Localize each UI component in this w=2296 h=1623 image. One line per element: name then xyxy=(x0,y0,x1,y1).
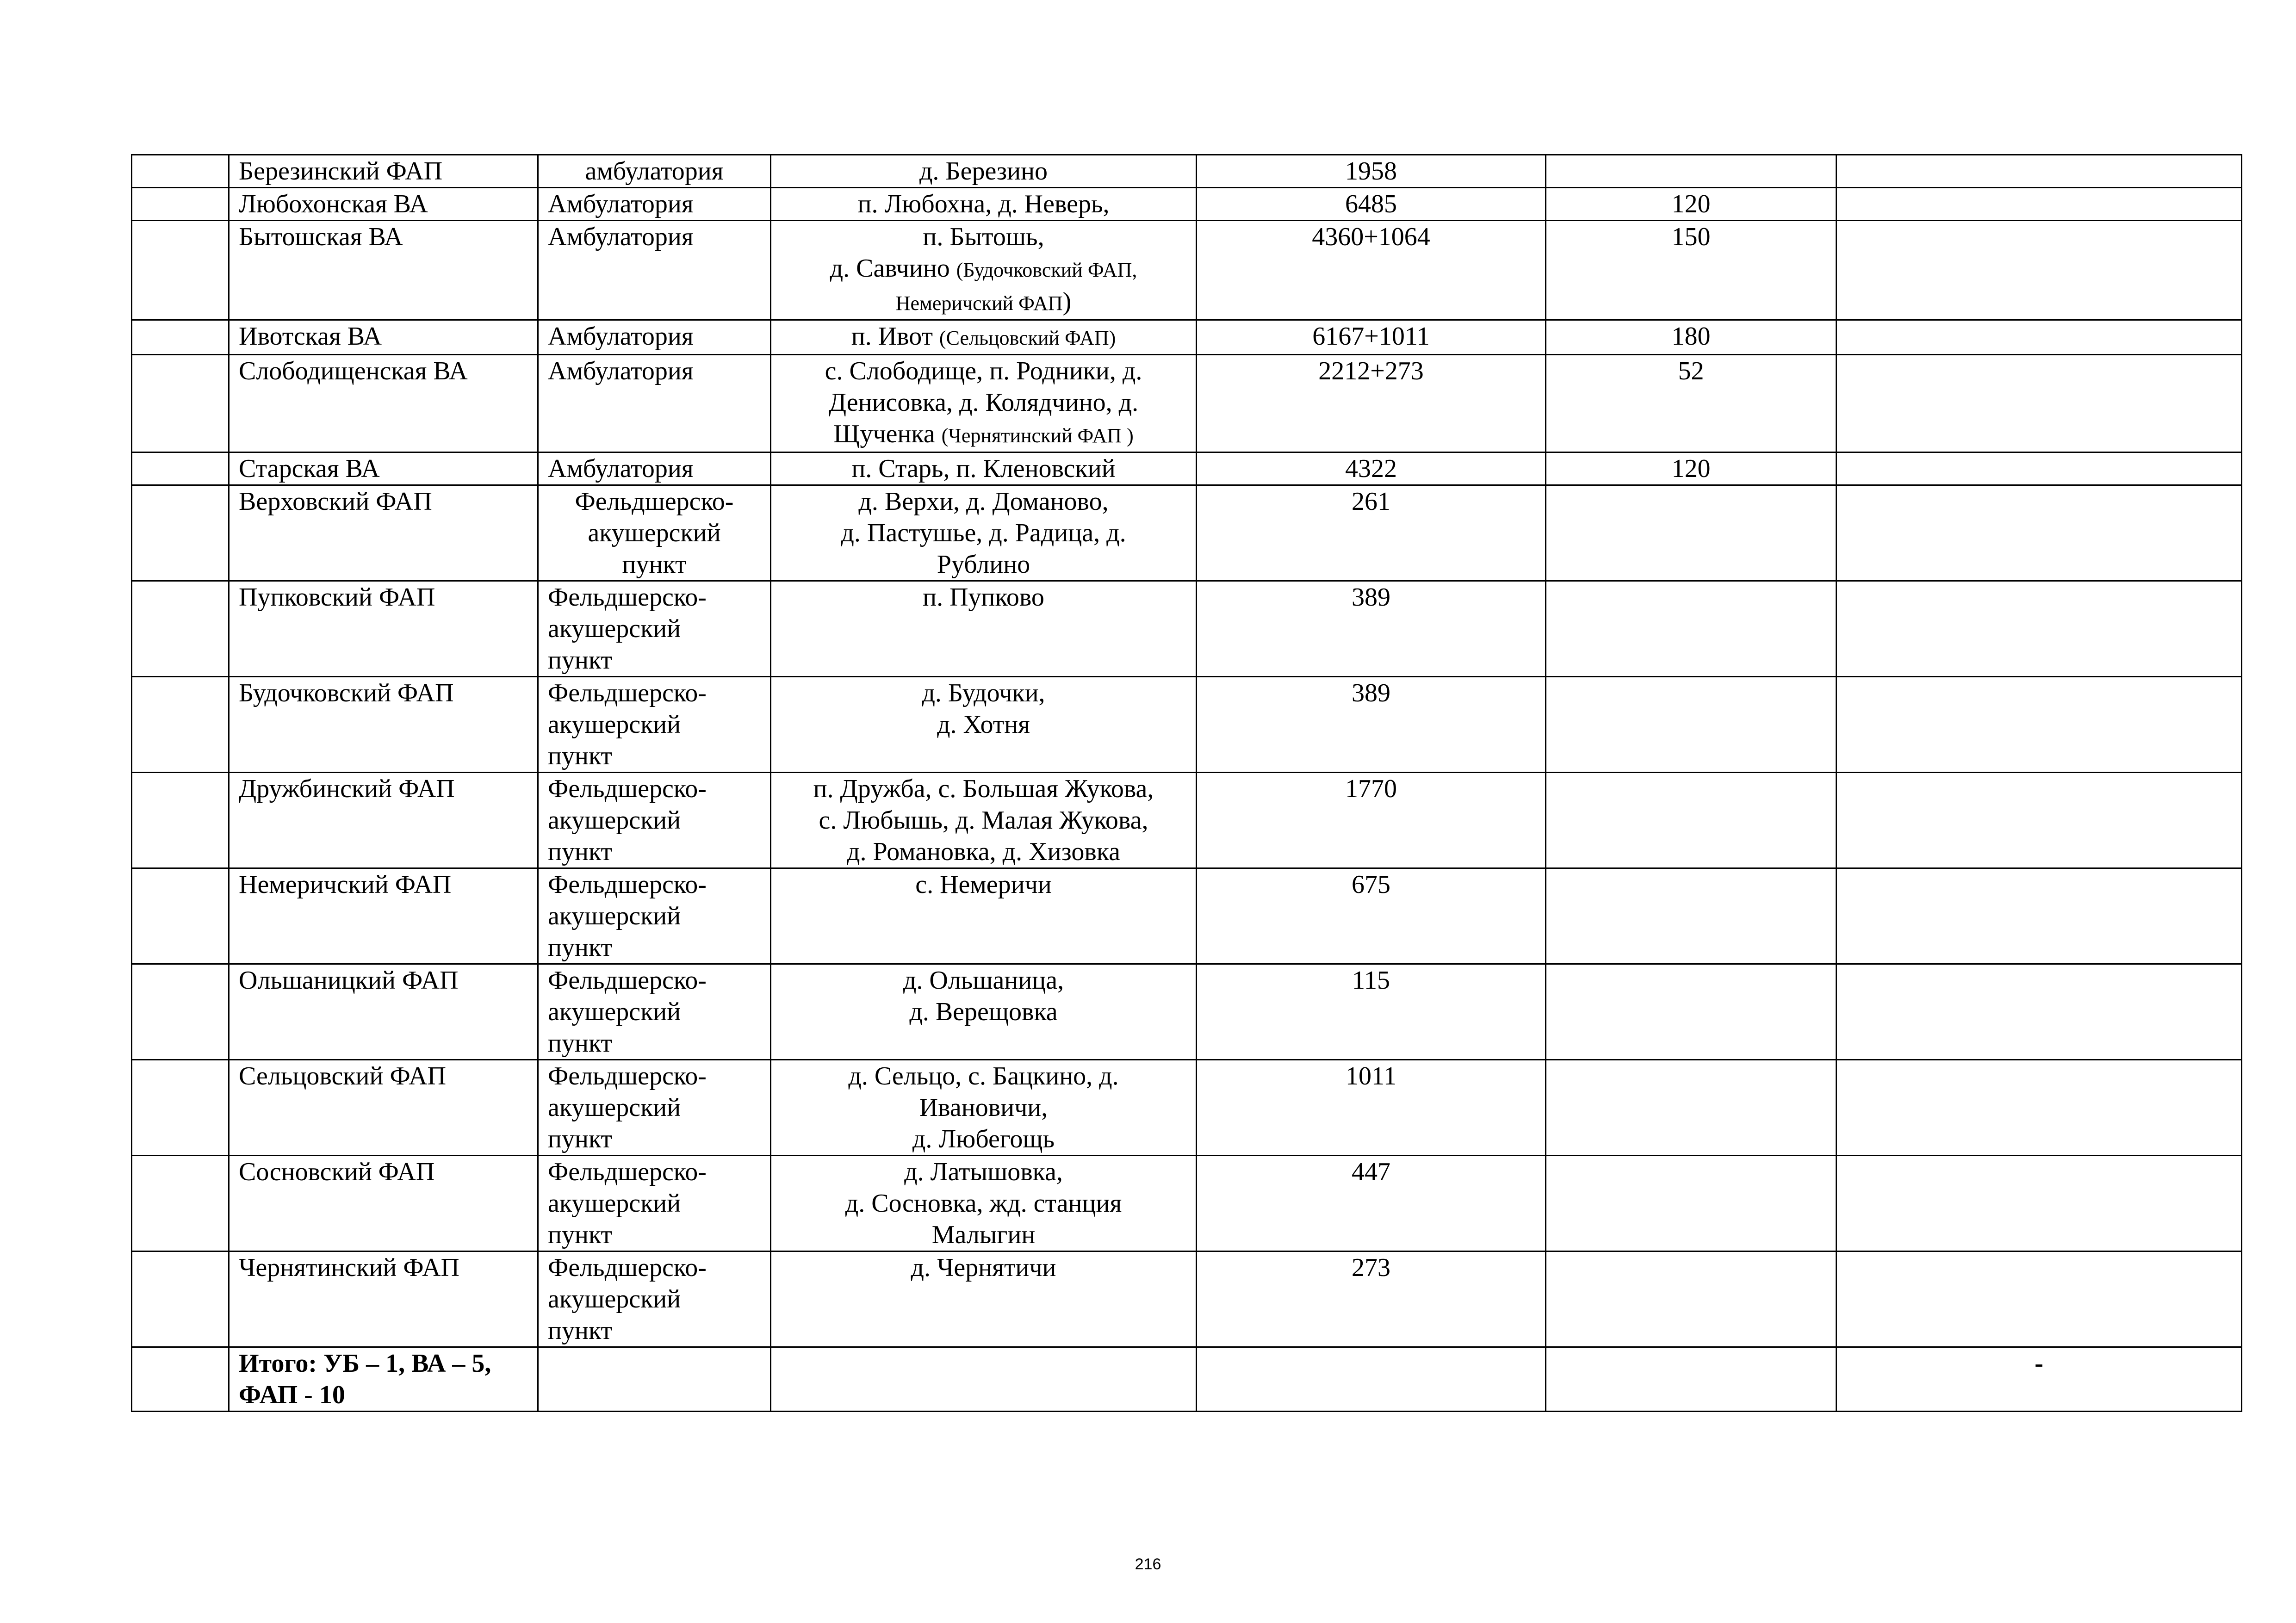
cell-number xyxy=(132,677,229,773)
cell-facility-type: Фельдшерско- акушерский пункт xyxy=(538,773,771,868)
cell-population: 261 xyxy=(1197,485,1546,581)
cell-locations xyxy=(771,773,1197,868)
locations-text: п. Пупково xyxy=(923,583,1044,612)
cell-facility-type: Фельдшерско- акушерский пункт xyxy=(538,581,771,677)
total-label: Итого: УБ – 1, ВА – 5, ФАП - 10 xyxy=(229,1347,538,1412)
cell-population: 389 xyxy=(1197,677,1546,773)
cell-locations xyxy=(771,485,1197,581)
cell-number xyxy=(132,221,229,320)
cell-capacity xyxy=(1546,1156,1837,1251)
cell-number xyxy=(132,1251,229,1347)
locations-text: д. Ольшаница, д. Верещовка xyxy=(903,966,1064,1026)
cell-number xyxy=(132,320,229,355)
cell-facility-type: Фельдшерско- акушерский пункт xyxy=(538,1060,771,1156)
table-row xyxy=(132,320,2242,355)
cell-population: 4360+1064 xyxy=(1197,221,1546,320)
cell-population: 2212+273 xyxy=(1197,355,1546,452)
total-locations xyxy=(771,1347,1197,1412)
locations-text: с. Слободище, п. Родники, д. Денисовка, д. Колядчино, д. Щученка xyxy=(825,357,1142,448)
cell-facility-name: Верховский ФАП xyxy=(229,485,538,581)
table-row xyxy=(132,773,2242,868)
cell-number xyxy=(132,964,229,1060)
cell-extra xyxy=(1837,868,2242,964)
cell-locations xyxy=(771,964,1197,1060)
cell-capacity: 120 xyxy=(1546,452,1837,485)
cell-facility-name: Слободищенская ВА xyxy=(229,355,538,452)
cell-extra xyxy=(1837,581,2242,677)
cell-facility-type: Фельдшерско- акушерский пункт xyxy=(538,677,771,773)
cell-facility-type: Амбулатория xyxy=(538,188,771,221)
table-row xyxy=(132,188,2242,221)
attached-fap-note: (Чернятинский ФАП ) xyxy=(941,424,1134,447)
cell-facility-name: Чернятинский ФАП xyxy=(229,1251,538,1347)
cell-facility-name: Немеричский ФАП xyxy=(229,868,538,964)
cell-facility-type: Фельдшерско- акушерский пункт xyxy=(538,964,771,1060)
cell-population: 447 xyxy=(1197,1156,1546,1251)
cell-capacity xyxy=(1546,677,1837,773)
locations-text: д. Сельцо, с. Бацкино, д. Ивановичи, д. Любегощь xyxy=(848,1062,1119,1153)
table-body xyxy=(132,155,2242,1412)
cell-facility-name: Будочковский ФАП xyxy=(229,677,538,773)
cell-number xyxy=(132,581,229,677)
cell-locations xyxy=(771,1060,1197,1156)
cell-facility-type: Фельдшерско- акушерский пункт xyxy=(538,1156,771,1251)
cell-extra xyxy=(1837,1156,2242,1251)
cell-facility-name: Сельцовский ФАП xyxy=(229,1060,538,1156)
cell-capacity xyxy=(1546,1251,1837,1347)
table-row xyxy=(132,355,2242,452)
cell-locations xyxy=(771,1156,1197,1251)
locations-text: д. Чернятичи xyxy=(911,1253,1056,1282)
cell-capacity xyxy=(1546,485,1837,581)
cell-locations xyxy=(771,581,1197,677)
cell-facility-type: Амбулатория xyxy=(538,452,771,485)
cell-capacity: 52 xyxy=(1546,355,1837,452)
cell-capacity: 180 xyxy=(1546,320,1837,355)
locations-text: д. Верхи, д. Доманово, д. Пастушье, д. Радица, д. Рублино xyxy=(841,487,1126,579)
locations-text: п. Старь, п. Кленовский xyxy=(851,454,1116,483)
cell-facility-type: Фельдшерско- акушерский пункт xyxy=(538,1251,771,1347)
locations-text: п. Дружба, с. Большая Жукова, с. Любышь, д. Малая Жукова, д. Романовка, д. Хизовка xyxy=(813,774,1154,866)
table-row xyxy=(132,964,2242,1060)
cell-number xyxy=(132,1156,229,1251)
cell-locations xyxy=(771,320,1197,355)
cell-capacity xyxy=(1546,964,1837,1060)
cell-capacity: 150 xyxy=(1546,221,1837,320)
cell-facility-type: Амбулатория xyxy=(538,221,771,320)
table-row xyxy=(132,868,2242,964)
cell-capacity: 120 xyxy=(1546,188,1837,221)
cell-extra xyxy=(1837,188,2242,221)
cell-locations xyxy=(771,677,1197,773)
cell-facility-name: Бытошская ВА xyxy=(229,221,538,320)
locations-text-end: ) xyxy=(1062,287,1072,316)
locations-text: с. Немеричи xyxy=(915,870,1052,899)
total-row xyxy=(132,1347,2242,1412)
cell-extra xyxy=(1837,155,2242,188)
cell-extra xyxy=(1837,1251,2242,1347)
cell-extra xyxy=(1837,320,2242,355)
table-row xyxy=(132,1251,2242,1347)
cell-population: 273 xyxy=(1197,1251,1546,1347)
cell-locations xyxy=(771,221,1197,320)
locations-text: д. Латышовка, д. Сосновка, жд. станция Малыгин xyxy=(845,1158,1122,1249)
cell-number xyxy=(132,155,229,188)
locations-text: д. Березино xyxy=(919,157,1048,186)
total-extra: - xyxy=(1837,1347,2242,1412)
cell-population: 6485 xyxy=(1197,188,1546,221)
locations-text: д. Будочки, д. Хотня xyxy=(922,679,1045,739)
cell-locations xyxy=(771,868,1197,964)
total-type xyxy=(538,1347,771,1412)
table-row xyxy=(132,155,2242,188)
cell-extra xyxy=(1837,773,2242,868)
cell-facility-name: Ольшаницкий ФАП xyxy=(229,964,538,1060)
facilities-table xyxy=(131,154,2242,1412)
locations-text: п. Бытошь, д. Савчино xyxy=(830,223,1044,283)
cell-number xyxy=(132,485,229,581)
table-row xyxy=(132,581,2242,677)
cell-capacity xyxy=(1546,581,1837,677)
cell-population: 115 xyxy=(1197,964,1546,1060)
cell-facility-type: Фельдшерско- акушерский пункт xyxy=(538,868,771,964)
cell-number xyxy=(132,355,229,452)
cell-locations xyxy=(771,355,1197,452)
cell-facility-type: амбулатория xyxy=(538,155,771,188)
cell-facility-name: Любохонская ВА xyxy=(229,188,538,221)
cell-facility-type: Фельдшерско- акушерский пункт xyxy=(538,485,771,581)
table-row xyxy=(132,485,2242,581)
table-row xyxy=(132,677,2242,773)
cell-extra xyxy=(1837,355,2242,452)
cell-capacity xyxy=(1546,1060,1837,1156)
cell-number xyxy=(132,452,229,485)
attached-fap-note: (Будочковский ФАП, Немеричский ФАП xyxy=(895,259,1137,315)
cell-facility-name: Дружбинский ФАП xyxy=(229,773,538,868)
locations-text: п. Любохна, д. Неверь, xyxy=(857,190,1110,218)
cell-locations xyxy=(771,188,1197,221)
cell-extra xyxy=(1837,221,2242,320)
cell-capacity xyxy=(1546,155,1837,188)
page-number: 216 xyxy=(1135,1555,1161,1573)
cell-number xyxy=(132,868,229,964)
cell-population: 675 xyxy=(1197,868,1546,964)
cell-locations xyxy=(771,452,1197,485)
cell-facility-type: Амбулатория xyxy=(538,320,771,355)
cell-capacity xyxy=(1546,773,1837,868)
cell-capacity xyxy=(1546,868,1837,964)
cell-population: 1958 xyxy=(1197,155,1546,188)
cell-facility-name: Березинский ФАП xyxy=(229,155,538,188)
cell-locations xyxy=(771,155,1197,188)
cell-population: 389 xyxy=(1197,581,1546,677)
cell-population: 1770 xyxy=(1197,773,1546,868)
attached-fap-note: (Сельцовский ФАП) xyxy=(939,327,1116,349)
cell-population: 6167+1011 xyxy=(1197,320,1546,355)
table-row xyxy=(132,1156,2242,1251)
cell-extra xyxy=(1837,677,2242,773)
table-row xyxy=(132,221,2242,320)
cell-facility-name: Пупковский ФАП xyxy=(229,581,538,677)
cell-number xyxy=(132,1060,229,1156)
cell-facility-name: Ивотская ВА xyxy=(229,320,538,355)
cell-number xyxy=(132,188,229,221)
table-row xyxy=(132,1060,2242,1156)
cell-number xyxy=(132,773,229,868)
total-population xyxy=(1197,1347,1546,1412)
cell-population: 1011 xyxy=(1197,1060,1546,1156)
cell-extra xyxy=(1837,1060,2242,1156)
cell-extra xyxy=(1837,452,2242,485)
cell-extra xyxy=(1837,485,2242,581)
locations-text: п. Ивот xyxy=(851,322,939,351)
cell-extra xyxy=(1837,964,2242,1060)
cell-population: 4322 xyxy=(1197,452,1546,485)
table-row xyxy=(132,452,2242,485)
total-number xyxy=(132,1347,229,1412)
cell-locations xyxy=(771,1251,1197,1347)
cell-facility-name: Старская ВА xyxy=(229,452,538,485)
total-capacity xyxy=(1546,1347,1837,1412)
cell-facility-name: Сосновский ФАП xyxy=(229,1156,538,1251)
cell-facility-type: Амбулатория xyxy=(538,355,771,452)
